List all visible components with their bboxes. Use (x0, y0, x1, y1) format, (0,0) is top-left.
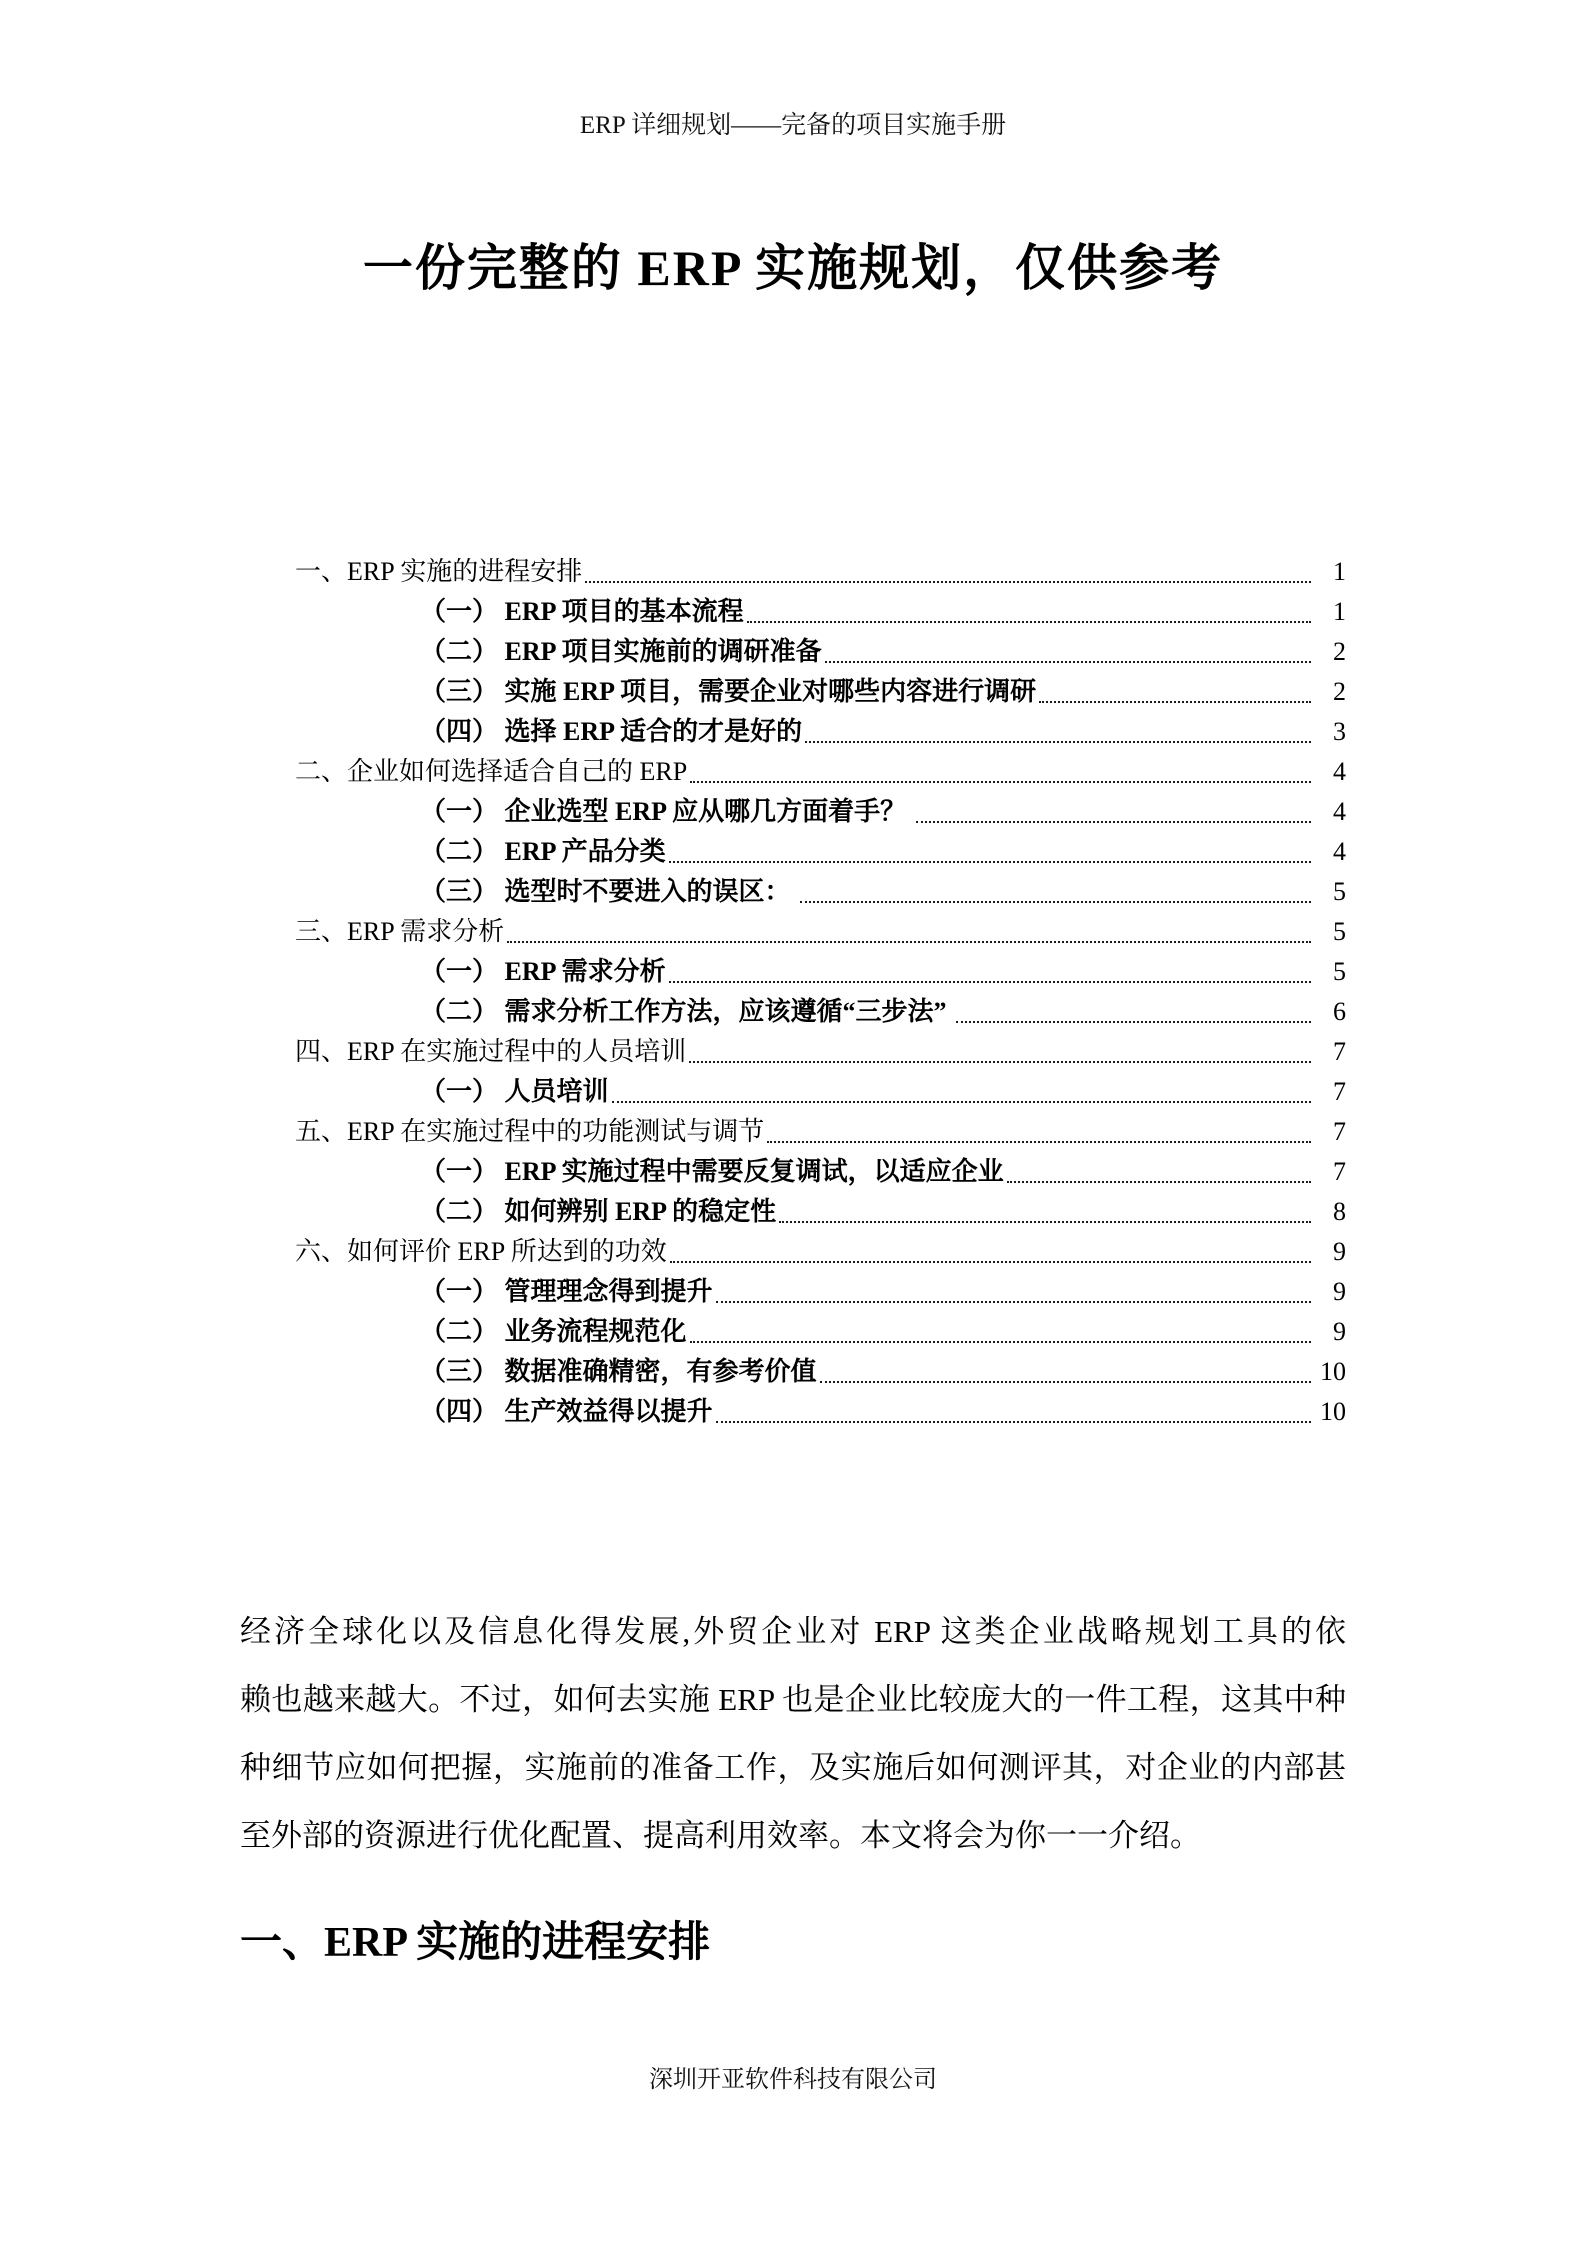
toc-dot-leader (716, 1421, 1311, 1423)
toc-dot-leader (805, 741, 1311, 743)
toc-dot-leader (1007, 1181, 1311, 1183)
toc-entry-label: 五、ERP 在实施过程中的功能测试与调节 (295, 1117, 765, 1146)
toc-page-number: 1 (1333, 557, 1346, 586)
toc-dot-leader (690, 1341, 1311, 1343)
toc-entry-label: （一） 管理理念得到提升 (420, 1277, 713, 1306)
toc-page-number: 3 (1333, 717, 1346, 746)
toc-entry[interactable] (240, 1232, 1346, 1272)
toc-entry-label: 二、企业如何选择适合自己的 ERP (295, 757, 688, 786)
document-title: 一份完整的 ERP 实施规划，仅供参考 (362, 240, 1224, 296)
toc-entry-label: （一） 企业选型 ERP 应从哪几方面着手？ (420, 797, 913, 826)
toc-entry[interactable] (240, 1392, 1346, 1432)
toc-dot-leader (767, 1141, 1311, 1143)
toc-page-number: 6 (1333, 997, 1346, 1026)
toc-page-number: 8 (1333, 1197, 1346, 1226)
table-of-contents (240, 552, 1346, 1432)
toc-entry[interactable] (240, 1352, 1346, 1392)
toc-entry[interactable] (240, 872, 1346, 912)
toc-entry[interactable] (240, 1152, 1346, 1192)
toc-entry-label: （三） 选型时不要进入的误区： (420, 877, 798, 906)
toc-entry-label: （二） 如何辨别 ERP 的稳定性 (420, 1197, 777, 1226)
toc-entry-label: 四、ERP 在实施过程中的人员培训 (295, 1037, 687, 1066)
toc-entry[interactable] (240, 1192, 1346, 1232)
toc-page-number: 10 (1320, 1397, 1346, 1426)
paragraph-line: 种细节应如何把握，实施前的准备工作，及实施后如何测评其，对企业的内部甚 (240, 1750, 1346, 1785)
intro-paragraph (240, 1598, 1346, 1870)
toc-entry[interactable] (240, 592, 1346, 632)
toc-entry-label: （一） 人员培训 (420, 1077, 609, 1106)
toc-dot-leader (825, 661, 1311, 663)
toc-dot-leader (690, 781, 1311, 783)
toc-entry-label: （二） 业务流程规范化 (420, 1317, 687, 1346)
toc-entry[interactable] (240, 1112, 1346, 1152)
toc-page-number: 2 (1333, 677, 1346, 706)
toc-page-number: 9 (1333, 1277, 1346, 1306)
toc-dot-leader (800, 901, 1311, 903)
toc-dot-leader (670, 1261, 1311, 1263)
toc-dot-leader (669, 981, 1311, 983)
toc-entry-label: （二） 需求分析工作方法，应该遵循“三步法” (420, 997, 954, 1026)
toc-entry[interactable] (240, 992, 1346, 1032)
toc-page-number: 7 (1333, 1117, 1346, 1146)
page-footer: 深圳开亚软件科技有限公司 (649, 2067, 937, 2093)
toc-entry-label: 六、如何评价 ERP 所达到的功效 (295, 1237, 667, 1266)
toc-entry-label: （三） 实施 ERP 项目，需要企业对哪些内容进行调研 (420, 677, 1037, 706)
toc-entry[interactable] (240, 752, 1346, 792)
paragraph-line: 经济全球化以及信息化得发展,外贸企业对 ERP 这类企业战略规划工具的依 (240, 1614, 1346, 1649)
toc-dot-leader (585, 581, 1311, 583)
toc-dot-leader (669, 861, 1311, 863)
toc-dot-leader (916, 821, 1311, 823)
toc-dot-leader (612, 1101, 1311, 1103)
toc-entry[interactable] (240, 632, 1346, 672)
toc-entry-label: （四） 选择 ERP 适合的才是好的 (420, 717, 803, 746)
paragraph-line: 赖也越来越大。不过，如何去实施 ERP 也是企业比较庞大的一件工程，这其中种 (240, 1682, 1346, 1717)
toc-page-number: 5 (1333, 957, 1346, 986)
toc-entry[interactable] (240, 792, 1346, 832)
toc-entry-label: （二） ERP 产品分类 (420, 837, 666, 866)
toc-entry-label: 三、ERP 需求分析 (295, 917, 505, 946)
toc-page-number: 2 (1333, 637, 1346, 666)
toc-dot-leader (1039, 701, 1311, 703)
toc-page-number: 5 (1333, 877, 1346, 906)
toc-page-number: 7 (1333, 1077, 1346, 1106)
toc-dot-leader (747, 621, 1311, 623)
toc-page-number: 7 (1333, 1037, 1346, 1066)
toc-entry[interactable] (240, 672, 1346, 712)
toc-entry-label: （二） ERP 项目实施前的调研准备 (420, 637, 822, 666)
toc-entry[interactable] (240, 1072, 1346, 1112)
toc-entry-label: （一） ERP 项目的基本流程 (420, 597, 744, 626)
toc-dot-leader (689, 1061, 1311, 1063)
toc-entry[interactable] (240, 712, 1346, 752)
toc-entry[interactable] (240, 912, 1346, 952)
section-heading: 一、ERP 实施的进程安排 (240, 1920, 711, 1966)
toc-page-number: 4 (1333, 757, 1346, 786)
toc-entry-label: （三） 数据准确精密，有参考价值 (420, 1357, 817, 1386)
toc-page-number: 5 (1333, 917, 1346, 946)
toc-dot-leader (779, 1221, 1311, 1223)
toc-entry-label: 一、ERP 实施的进程安排 (295, 557, 583, 586)
toc-entry-label: （四） 生产效益得以提升 (420, 1397, 713, 1426)
toc-page-number: 9 (1333, 1317, 1346, 1346)
toc-entry[interactable] (240, 1272, 1346, 1312)
toc-dot-leader (820, 1381, 1311, 1383)
toc-page-number: 7 (1333, 1157, 1346, 1186)
toc-entry-label: （一） ERP 需求分析 (420, 957, 666, 986)
toc-page-number: 10 (1320, 1357, 1346, 1386)
toc-entry[interactable] (240, 952, 1346, 992)
toc-dot-leader (716, 1301, 1311, 1303)
toc-entry[interactable] (240, 832, 1346, 872)
toc-dot-leader (507, 941, 1311, 943)
toc-entry-label: （一） ERP 实施过程中需要反复调试，以适应企业 (420, 1157, 1004, 1186)
paragraph-line: 至外部的资源进行优化配置、提高利用效率。本文将会为你一一介绍。 (240, 1818, 1201, 1853)
toc-entry[interactable] (240, 1312, 1346, 1352)
toc-page-number: 4 (1333, 797, 1346, 826)
toc-page-number: 4 (1333, 837, 1346, 866)
page-header: ERP 详细规划——完备的项目实施手册 (579, 112, 1007, 139)
toc-entry[interactable] (240, 552, 1346, 592)
toc-page-number: 9 (1333, 1237, 1346, 1266)
toc-page-number: 1 (1333, 597, 1346, 626)
toc-entry[interactable] (240, 1032, 1346, 1072)
toc-dot-leader (956, 1021, 1311, 1023)
